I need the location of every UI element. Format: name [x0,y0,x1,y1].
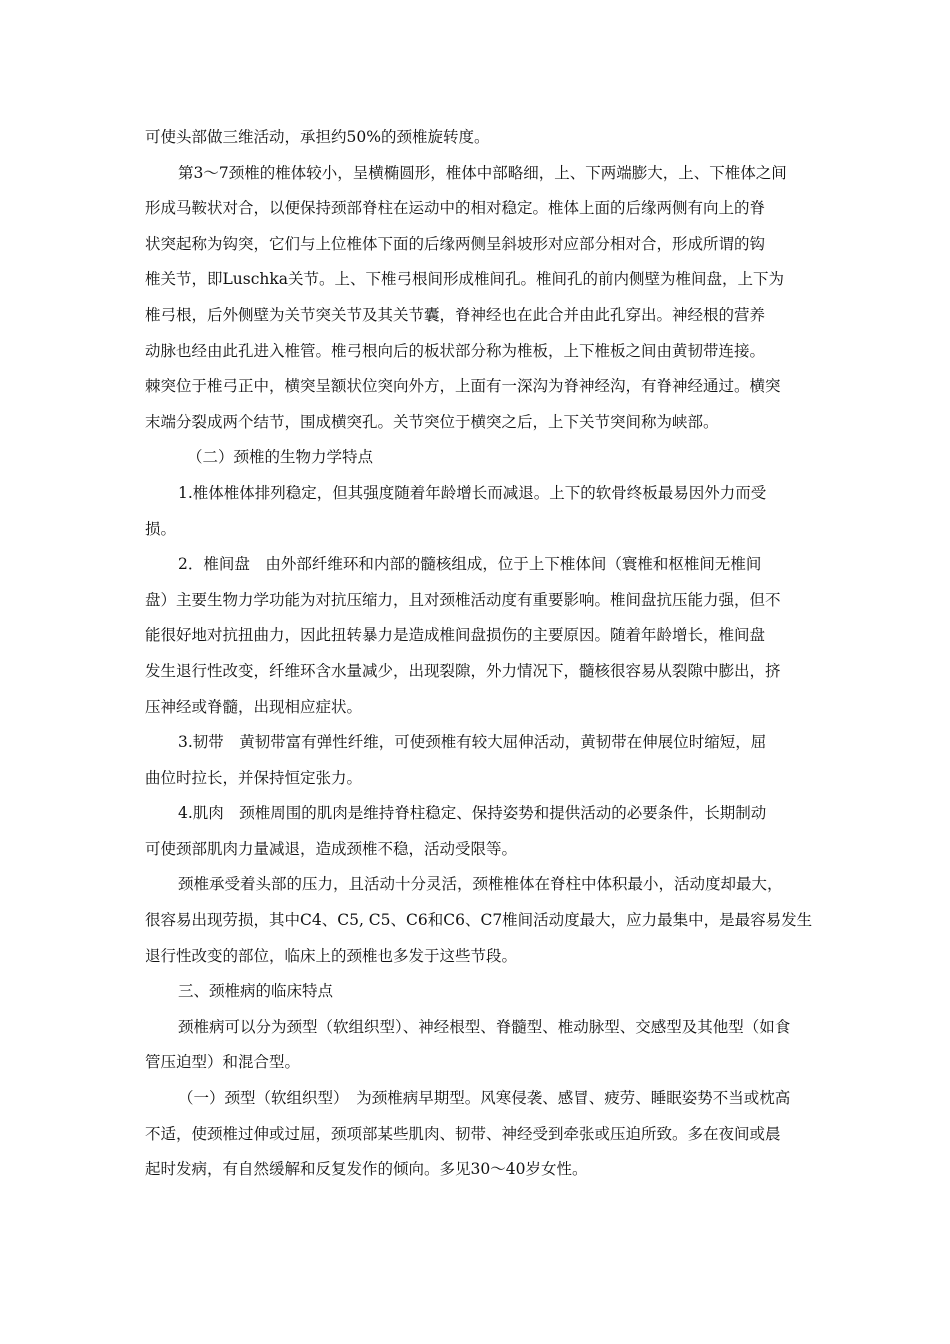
text-line: 盘）主要生物力学功能为对抗压缩力，且对颈椎活动度有重要影响。椎间盘抗压能力强，但不 [145,590,781,609]
text-line: 可使颈部肌肉力量减退，造成颈椎不稳，活动受限等。 [145,839,518,858]
text-line: 损。 [145,519,177,538]
text-line: 动脉也经由此孔进入椎管。椎弓根向后的板状部分称为椎板，上下椎板之间由黄韧带连接。 [145,341,766,360]
text-line: 椎弓根，后外侧壁为关节突关节及其关节囊，脊神经也在此合并由此孔穿出。神经根的营养 [145,305,766,324]
paragraph-start-line: 3.韧带 黄韧带富有弹性纤维，可使颈椎有较大屈伸活动，黄韧带在伸展位时缩短，屈 [178,733,767,752]
text-line: 形成马鞍状对合，以便保持颈部脊柱在运动中的相对稳定。椎体上面的后缘两侧有向上的脊 [145,199,766,218]
paragraph-start-line: 1.椎体椎体排列稳定，但其强度随着年龄增长而减退。上下的软骨终板最易因外力而受 [178,483,767,502]
paragraph-start-line: 第3～7颈椎的椎体较小，呈横椭圆形，椎体中部略细，上、下两端膨大，上、下椎体之间 [178,163,787,182]
text-line: 很容易出现劳损，其中C4、C5, C5、C6和C6、C7椎间活动度最大，应力最集中，是最容易发生 [145,911,813,930]
text-line: 压神经或脊髓，出现相应症状。 [145,697,363,716]
paragraph-start-line: 颈椎承受着头部的压力，且活动十分灵活，颈椎椎体在脊柱中体积最小，活动度却最大， [178,875,783,894]
paragraph-start-line: 颈椎病可以分为颈型（软组织型）、神经根型、脊髓型、椎动脉型、交感型及其他型（如食 [178,1017,791,1036]
paragraph-start-line: 4.肌肉 颈椎周围的肌肉是维持脊柱稳定、保持姿势和提供活动的必要条件，长期制动 [178,804,767,823]
text-line: 退行性改变的部位，临床上的颈椎也多发于这些节段。 [145,946,518,965]
text-line: 曲位时拉长，并保持恒定张力。 [145,768,363,787]
text-line: 状突起称为钩突，它们与上位椎体下面的后缘两侧呈斜坡形对应部分相对合，形成所谓的钩 [145,234,766,253]
text-line: 棘突位于椎弓正中，横突呈额状位突向外方，上面有一深沟为脊神经沟，有脊神经通过。横突 [145,377,781,396]
paragraph-start-line: 2．椎间盘 由外部纤维环和内部的髓核组成，位于上下椎体间（寰椎和枢椎间无椎间 [178,555,762,574]
text-line: 起时发病，有自然缓解和反复发作的倾向。多见30～40岁女性。 [145,1160,588,1179]
section-heading: （二）颈椎的生物力学特点 [187,448,374,467]
text-line: 发生退行性改变，纤维环含水量减少，出现裂隙，外力情况下，髓核很容易从裂隙中膨出，挤 [145,661,781,680]
document-body [145,120,815,1188]
text-line: 可使头部做三维活动，承担约50%的颈椎旋转度。 [145,128,490,146]
text-line: 能很好地对抗扭曲力，因此扭转暴力是造成椎间盘损伤的主要原因。随着年龄增长，椎间盘 [145,626,766,645]
section-heading: 三、颈椎病的临床特点 [178,982,334,1001]
paragraph-start-line: （一）颈型（软组织型） 为颈椎病早期型。风寒侵袭、感冒、疲劳、睡眠姿势不当或枕高 [178,1089,791,1108]
text-line: 管压迫型）和混合型。 [145,1053,301,1072]
text-line: 椎关节，即Luschka关节。上、下椎弓根间形成椎间孔。椎间孔的前内侧壁为椎间盘，上下为 [145,270,785,289]
text-line: 末端分裂成两个结节，围成横突孔。关节突位于横突之后，上下关节突间称为峡部。 [145,412,719,431]
text-line: 不适，使颈椎过伸或过屈，颈项部某些肌肉、韧带、神经受到牵张或压迫所致。多在夜间或晨 [145,1124,781,1143]
